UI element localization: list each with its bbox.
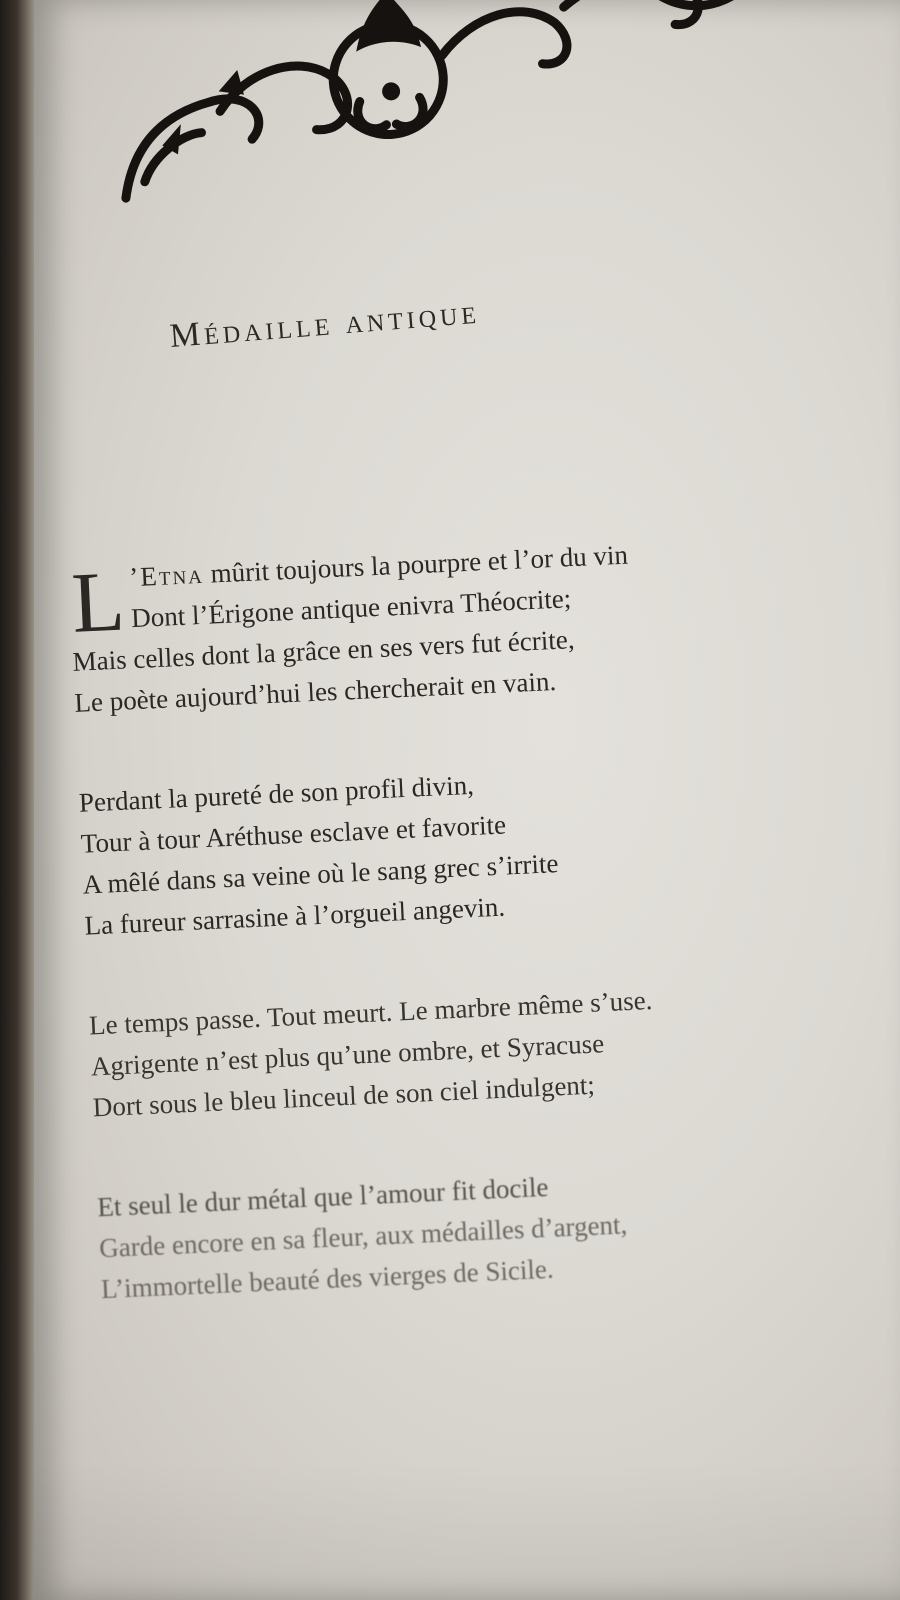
stanza-3 — [88, 970, 883, 1129]
poem-line: Et seul le dur métal que l’amour fit docile — [96, 1171, 549, 1223]
small-caps-word: ’Etna — [128, 558, 205, 593]
stanza-4 — [96, 1152, 891, 1311]
drop-cap: L — [69, 552, 127, 651]
poem-line: Perdant la pureté de son profil divin, — [78, 769, 475, 818]
poem-line: Dort sous le bleu linceul de son ciel indulgent; — [92, 1069, 596, 1123]
poem-line: A mêlé dans sa veine où le sang grec s’irrite — [82, 848, 560, 900]
poem-line: Le poète aujourd’hui les chercherait en vain. — [73, 666, 557, 718]
stanza-1 — [68, 524, 865, 724]
poem-line: Garde encore en sa fleur, aux médailles d’argent, — [98, 1209, 628, 1264]
poem-line: Tour à tour Aréthuse esclave et favorite — [80, 809, 507, 859]
poem-line: Le temps passe. Tout meurt. Le marbre même s’use. — [88, 984, 653, 1041]
stanza-2 — [78, 747, 875, 947]
poem-line: Mais celles dont la grâce en ses vers fut écrite, — [71, 624, 576, 677]
poem-line: La fureur sarrasine à l’orgueil angevin. — [83, 891, 506, 941]
poem-body — [68, 524, 894, 1369]
line-text: mûrit toujours la pourpre et l’or du vin — [203, 539, 629, 589]
poem-line: Agrigente n’est plus qu’une ombre, et Syracuse — [90, 1028, 605, 1082]
poem-line: L’immortelle beauté des vierges de Sicile. — [100, 1253, 555, 1305]
poem-line: Dont l’Érigone antique enivra Théocrite; — [130, 583, 572, 634]
poem-title: Médaille antique — [168, 293, 482, 355]
